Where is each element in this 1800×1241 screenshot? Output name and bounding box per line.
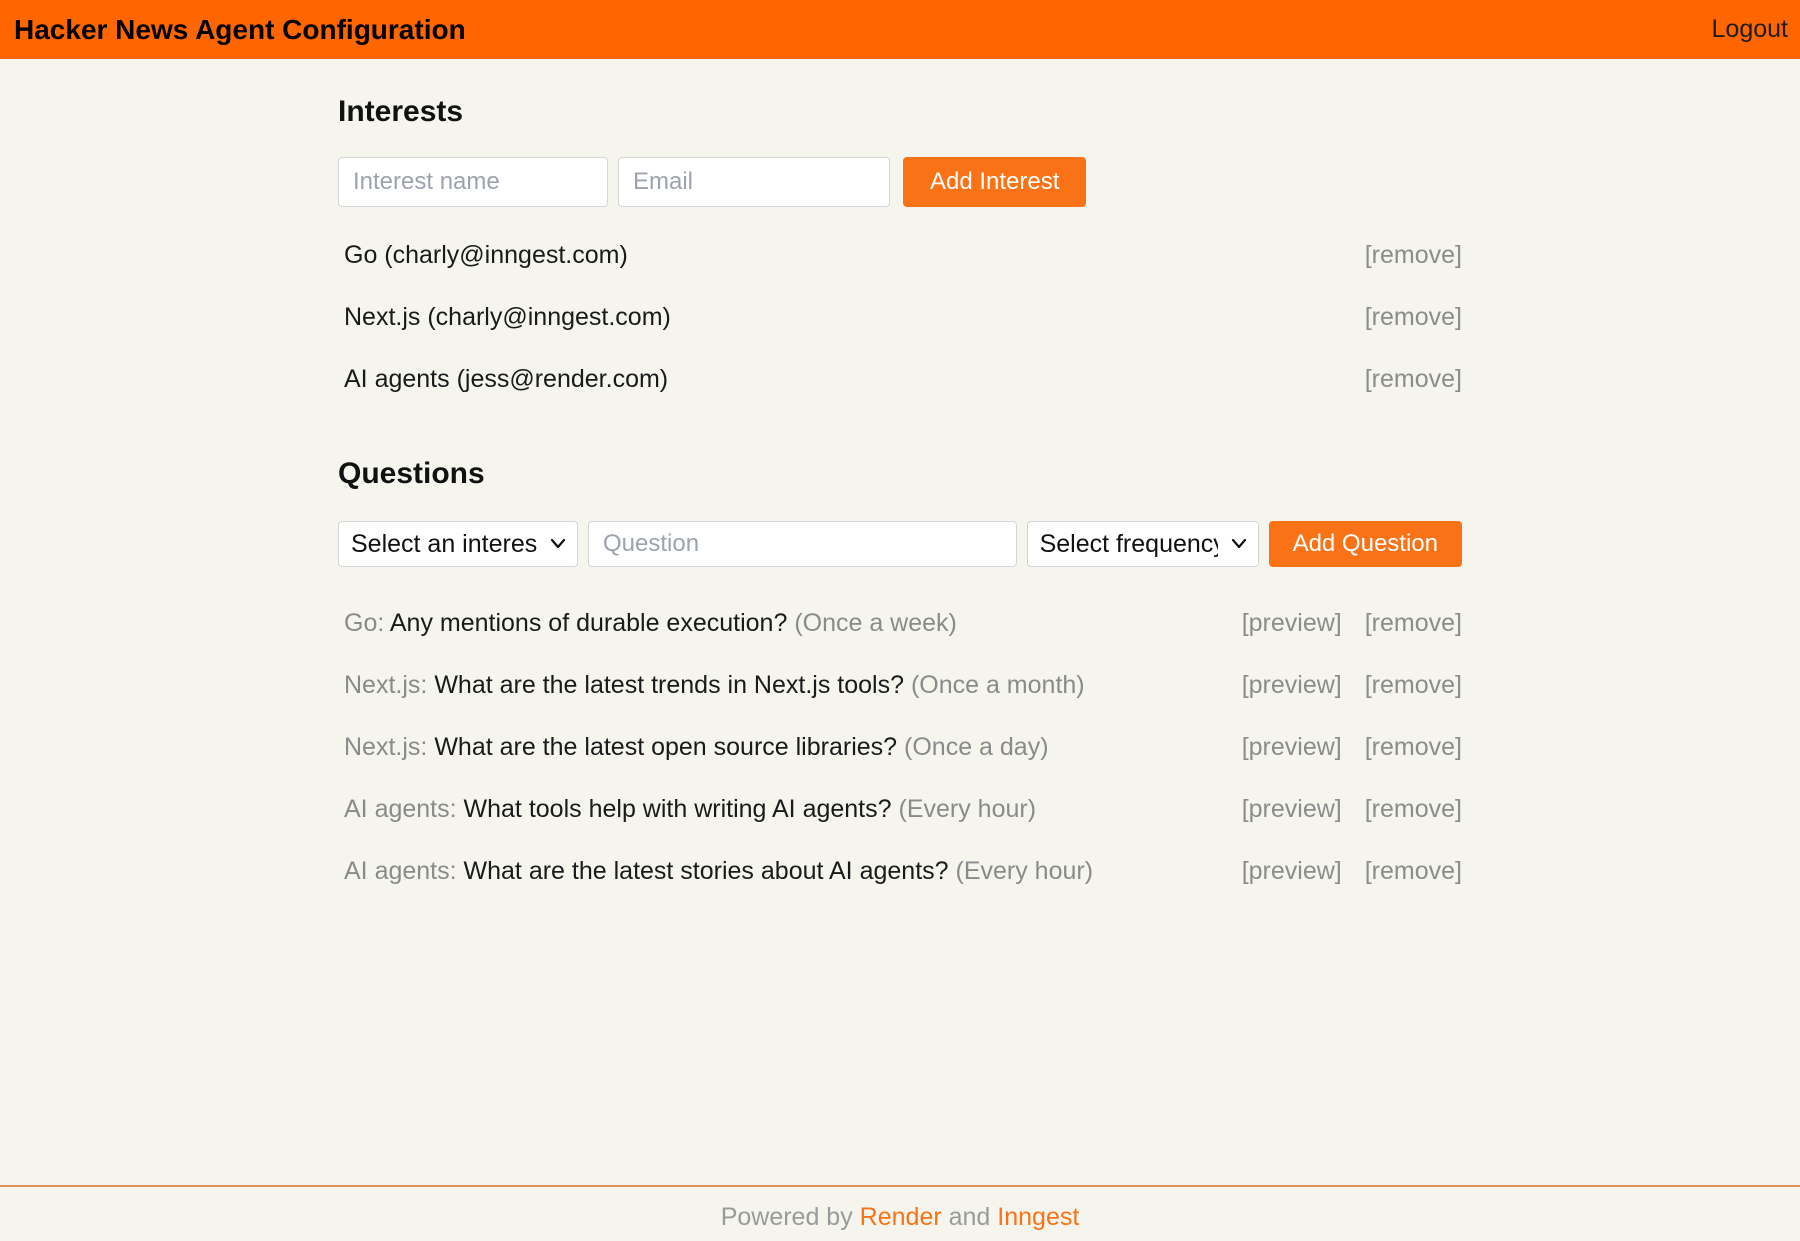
question-frequency: (Once a month) [910,671,1085,699]
interest-remove-link[interactable]: [remove] [1364,303,1462,331]
question-remove-link[interactable]: [remove] [1364,795,1462,823]
and-text: and [948,1203,991,1231]
interest-row [338,365,1462,393]
interest-list [338,241,1462,393]
question-input[interactable] [588,521,1017,567]
app-footer [0,1185,1800,1241]
interest-select-wrap [338,521,578,567]
question-form [338,521,1462,567]
question-row [338,609,1462,637]
powered-by-text: Powered by [720,1203,853,1231]
question-interest-prefix: AI agents: [344,857,457,885]
question-frequency: (Every hour) [955,857,1094,885]
question-frequency: (Every hour) [898,795,1037,823]
interest-select[interactable] [338,521,578,567]
question-row [338,795,1462,823]
question-interest-prefix: Go: [344,609,385,637]
question-remove-link[interactable]: [remove] [1364,857,1462,885]
question-row [338,671,1462,699]
question-remove-link[interactable]: [remove] [1364,671,1462,699]
interest-label: Go (charly@inngest.com) [344,241,628,269]
question-preview-link[interactable]: [preview] [1241,609,1342,637]
question-preview-link[interactable]: [preview] [1241,857,1342,885]
question-remove-link[interactable]: [remove] [1364,609,1462,637]
question-preview-link[interactable]: [preview] [1241,671,1342,699]
interest-remove-link[interactable]: [remove] [1364,241,1462,269]
inngest-link[interactable]: Inngest [997,1203,1080,1231]
question-text: What are the latest trends in Next.js tools? [434,671,904,699]
question-text: What are the latest open source libraries? [434,733,898,761]
interest-name-input[interactable] [338,157,608,207]
question-text: What tools help with writing AI agents? [463,795,892,823]
interest-label: Next.js (charly@inngest.com) [344,303,671,331]
main-content [338,59,1462,1185]
add-question-button[interactable]: Add Question [1269,521,1462,567]
interest-email-input[interactable] [618,157,890,207]
frequency-select[interactable] [1027,521,1259,567]
question-frequency: (Once a week) [794,609,957,637]
interest-form [338,157,1462,207]
interests-heading: Interests [338,95,464,128]
question-row [338,733,1462,761]
interest-label: AI agents (jess@render.com) [344,365,669,393]
frequency-select-wrap [1027,521,1259,567]
add-interest-button[interactable]: Add Interest [903,157,1086,207]
interest-row [338,241,1462,269]
question-text: Any mentions of durable execution? [389,609,788,637]
question-interest-prefix: Next.js: [344,671,428,699]
question-interest-prefix: Next.js: [344,733,428,761]
interest-row [338,303,1462,331]
page-title: Hacker News Agent Configuration [14,13,466,45]
question-list [338,609,1462,885]
question-row [338,857,1462,885]
question-frequency: (Once a day) [904,733,1049,761]
question-preview-link[interactable]: [preview] [1241,795,1342,823]
app-header [0,0,1800,59]
question-remove-link[interactable]: [remove] [1364,733,1462,761]
question-interest-prefix: AI agents: [344,795,457,823]
question-preview-link[interactable]: [preview] [1241,733,1342,761]
logout-link[interactable]: Logout [1711,15,1788,43]
questions-heading: Questions [338,457,485,490]
interest-remove-link[interactable]: [remove] [1364,365,1462,393]
question-text: What are the latest stories about AI agents? [463,857,949,885]
render-link[interactable]: Render [859,1203,942,1231]
